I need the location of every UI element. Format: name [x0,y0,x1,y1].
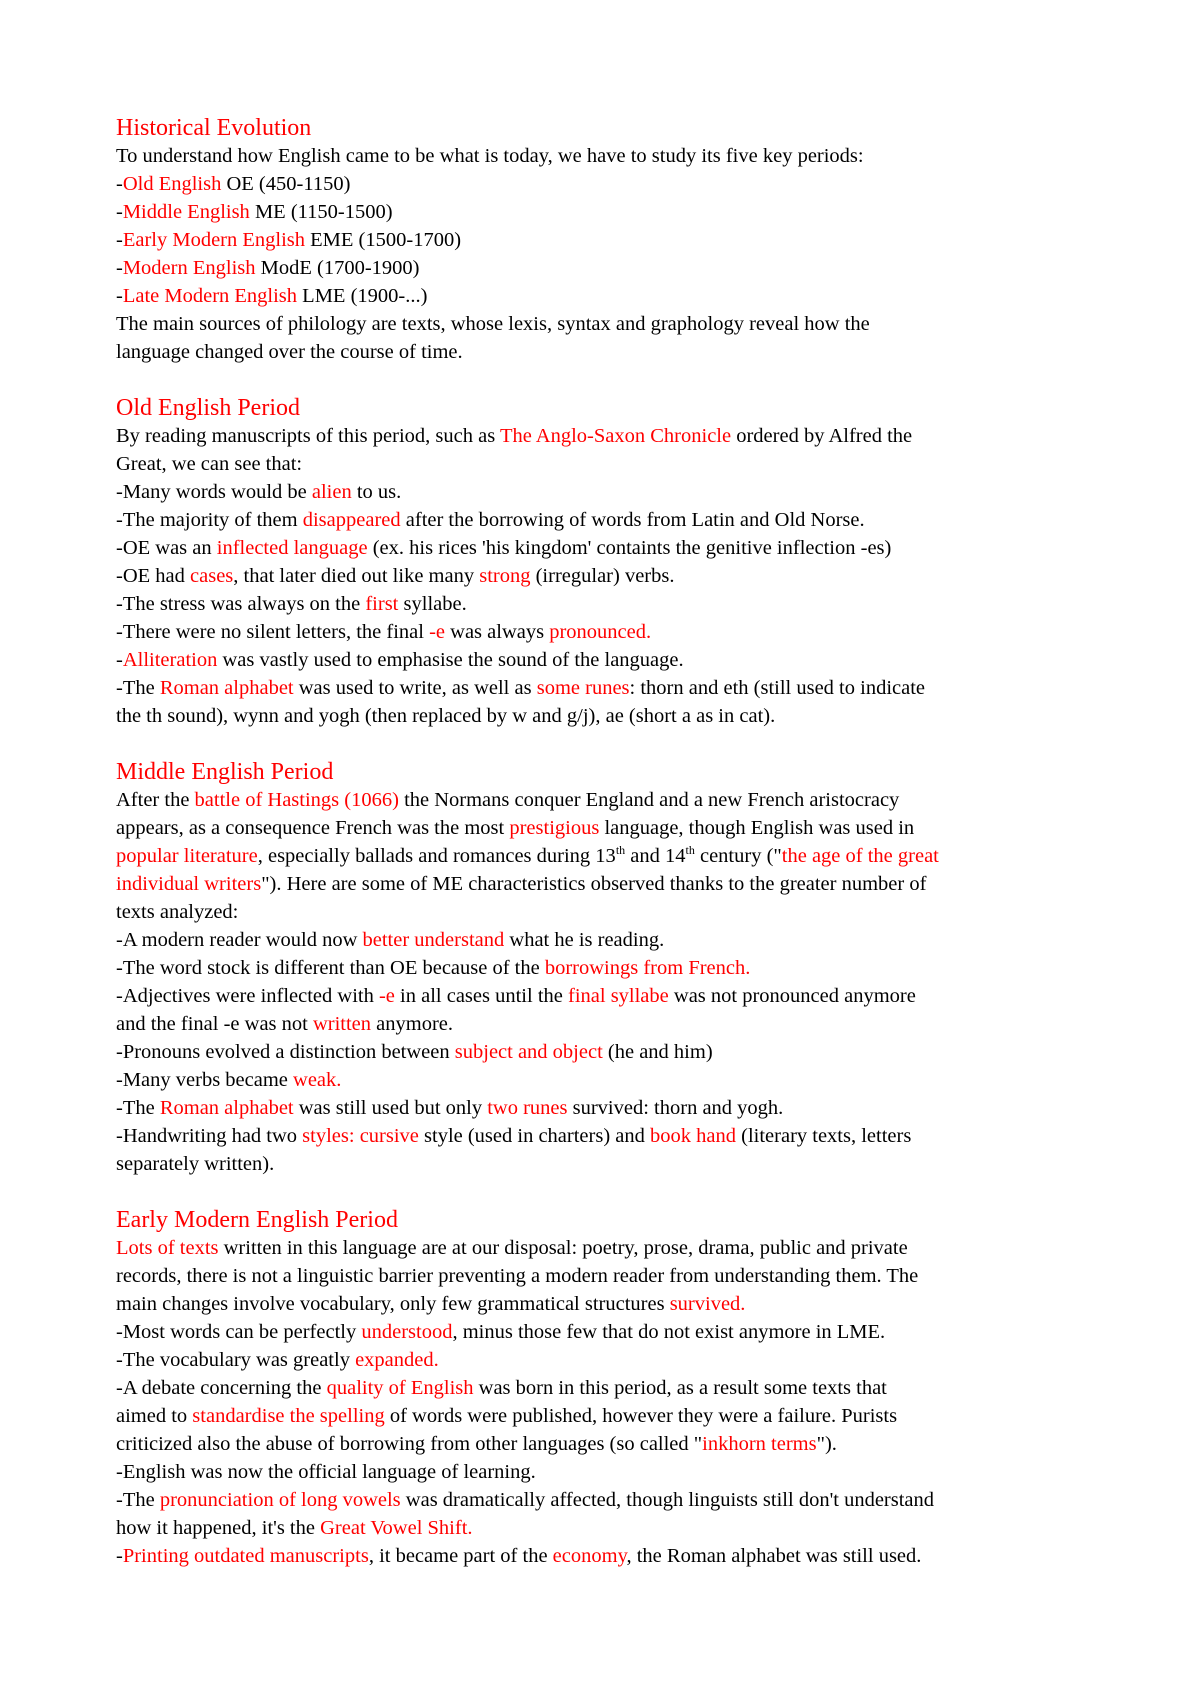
text-line [116,1038,1120,1066]
text-segment: - [116,201,123,223]
text-segment: -The [116,1489,160,1511]
highlighted-term: individual writers [116,873,262,895]
text-segment: : thorn and eth (still used to indicate [629,677,926,699]
highlighted-term: written [312,1013,372,1035]
text-segment: the Normans conquer England and a new French aristocracy [398,789,900,811]
text-segment: -The [116,1097,160,1119]
text-segment: -Adjectives were inflected with [116,985,379,1007]
highlighted-term: subject and object [454,1041,603,1063]
text-segment: , especially ballads and romances during 13 [257,845,616,867]
text-segment: EME (1500-1700) [305,229,462,251]
text-segment: OE (450-1150) [221,173,351,195]
text-segment: , that later died out like many [233,565,480,587]
text-segment: -Many verbs became [116,1069,294,1091]
text-segment: (irregular) verbs. [530,565,675,587]
text-segment: was still used but only [293,1097,488,1119]
text-segment: -Many words would be [116,481,312,503]
text-segment: -Most words can be perfectly [116,1321,362,1343]
text-segment: was not pronounced anymore [668,985,916,1007]
text-line [116,618,1120,646]
text-segment: was born in this period, as a result some texts that [473,1377,887,1399]
section-heading: Early Modern English Period [116,1207,398,1233]
text-line [116,1374,1120,1402]
text-segment: of words were published, however they were a failure. Purists [384,1405,898,1427]
text-line [116,1122,1120,1150]
text-line [116,1458,1120,1486]
highlighted-term: economy [552,1545,627,1567]
text-segment: To understand how English came to be what is today, we have to study its five key periods: [116,145,864,167]
highlighted-term: Early Modern English [122,229,306,251]
text-segment: -A debate concerning the [116,1377,327,1399]
text-segment: the th sound), wynn and yogh (then replaced by w and g/j), ae (short a as in cat). [116,705,776,727]
text-line [116,478,1120,506]
text-line [116,646,1120,674]
text-segment: "). [816,1433,837,1455]
text-line [116,786,1120,814]
text-segment: separately written). [116,1153,275,1175]
text-line [116,674,1120,702]
highlighted-term: pronounced. [549,621,652,643]
text-segment: -Pronouns evolved a distinction between [116,1041,455,1063]
text-line [116,1514,1120,1542]
section-heading: Historical Evolution [116,115,312,141]
highlighted-term: standardise the spelling [192,1405,385,1427]
text-segment: what he is reading. [504,929,665,951]
text-segment: appears, as a consequence French was the most [116,817,510,839]
text-segment: survived: thorn and yogh. [567,1097,784,1119]
text-segment: -A modern reader would now [116,929,363,951]
text-line [116,814,1120,842]
text-line [116,1486,1120,1514]
highlighted-term: styles: cursive [302,1125,419,1147]
text-line [116,926,1120,954]
text-line [116,226,1120,254]
text-segment: was vastly used to emphasise the sound of the language. [217,649,684,671]
highlighted-term: better understand [362,929,505,951]
highlighted-term: popular literature [116,845,258,867]
text-segment: - [116,1545,123,1567]
highlighted-term: strong [479,565,531,587]
text-segment: -OE had [116,565,191,587]
text-segment: criticized also the abuse of borrowing from other languages (so called " [116,1433,703,1455]
text-line [116,338,1120,366]
highlighted-term: borrowings from French. [544,957,751,979]
highlighted-term: Middle English [122,201,250,223]
text-segment: - [116,173,123,195]
highlighted-term: Lots of texts [116,1237,219,1259]
text-segment: after the borrowing of words from Latin and Old Norse. [400,509,865,531]
text-line [116,1262,1120,1290]
text-segment: - [116,649,123,671]
text-segment: , minus those few that do not exist anymore in LME. [452,1321,886,1343]
text-segment: in all cases until the [394,985,568,1007]
text-line [116,198,1120,226]
text-segment: -The word stock is different than OE because of the [116,957,545,979]
highlighted-term: -e [378,985,395,1007]
highlighted-term: Great Vowel Shift. [320,1517,473,1539]
text-segment: how it happened, it's the [116,1517,321,1539]
text-segment: -The vocabulary was greatly [116,1349,356,1371]
text-segment: aimed to [116,1405,193,1427]
text-segment: records, there is not a linguistic barrier preventing a modern reader from understanding them. The [116,1265,919,1287]
text-segment: ordered by Alfred the [731,425,913,447]
text-segment: (he and him) [602,1041,713,1063]
text-line [116,562,1120,590]
text-segment: -The stress was always on the [116,593,366,615]
text-segment: -There were no silent letters, the final [116,621,430,643]
text-line [116,282,1120,310]
text-segment: (ex. his rices 'his kingdom' containts the genitive inflection -es) [367,537,892,559]
text-segment: and the final -e was not [116,1013,313,1035]
superscript: th [615,843,626,858]
text-segment: written in this language are at our disposal: poetry, prose, drama, public and private [218,1237,908,1259]
text-segment: was always [445,621,550,643]
text-line [116,1542,1120,1570]
text-segment: By reading manuscripts of this period, such as [116,425,500,447]
text-segment: "). Here are some of ME characteristics observed thanks to the greater number of [261,873,927,895]
text-line [116,534,1120,562]
text-segment: (literary texts, letters [736,1125,912,1147]
text-line [116,954,1120,982]
text-segment: was used to write, as well as [293,677,537,699]
text-segment: The main sources of philology are texts, whose lexis, syntax and graphology reveal how the [116,313,870,335]
highlighted-term: Late Modern English [122,285,298,307]
highlighted-term: Roman alphabet [159,677,294,699]
text-segment: , the Roman alphabet was still used. [626,1545,922,1567]
highlighted-term: quality of English [326,1377,474,1399]
highlighted-term: battle of Hastings (1066) [194,789,399,811]
text-segment: and 14 [625,845,686,867]
text-line [116,1066,1120,1094]
highlighted-term: Modern English [122,257,256,279]
highlighted-term: inkhorn terms [702,1433,817,1455]
highlighted-term: first [365,593,399,615]
text-segment: was dramatically affected, though linguists still don't understand [400,1489,935,1511]
highlighted-term: Alliteration [122,649,218,671]
text-line [116,254,1120,282]
text-line [116,842,1120,870]
text-segment: language, though English was used in [599,817,915,839]
text-line [116,450,1120,478]
text-segment: - [116,285,123,307]
highlighted-term: understood [361,1321,453,1343]
section [116,114,1120,366]
text-line [116,898,1120,926]
highlighted-term: pronunciation of long vowels [159,1489,401,1511]
text-segment: -OE was an [116,537,217,559]
text-segment: LME (1900-...) [297,285,428,307]
highlighted-term: final syllabe [568,985,669,1007]
section-heading: Middle English Period [116,759,334,785]
highlighted-term: weak. [293,1069,342,1091]
text-segment: language changed over the course of time. [116,341,463,363]
highlighted-term: -e [429,621,446,643]
text-line [116,170,1120,198]
text-segment: , it became part of the [368,1545,553,1567]
section [116,394,1120,730]
highlighted-term: two runes [487,1097,568,1119]
highlighted-term: book hand [650,1125,736,1147]
text-segment: anymore. [371,1013,454,1035]
text-line [116,422,1120,450]
text-line [116,506,1120,534]
highlighted-term: Printing outdated manuscripts [122,1545,369,1567]
text-segment: After the [116,789,195,811]
text-line [116,1150,1120,1178]
highlighted-term: prestigious [509,817,600,839]
section-heading: Old English Period [116,395,300,421]
text-segment: style (used in charters) and [418,1125,651,1147]
text-segment: texts analyzed: [116,901,239,923]
highlighted-term: Old English [122,173,222,195]
highlighted-term: inflected language [216,537,368,559]
text-line [116,310,1120,338]
text-segment: ME (1150-1500) [249,201,393,223]
highlighted-term: Roman alphabet [159,1097,294,1119]
highlighted-term: survived. [669,1293,746,1315]
text-segment: -The [116,677,160,699]
text-segment: -English was now the official language of learning. [116,1461,536,1483]
highlighted-term: alien [311,481,352,503]
text-segment: syllabe. [398,593,467,615]
text-line [116,1234,1120,1262]
highlighted-term: the age of the great [781,845,939,867]
section [116,1206,1120,1570]
text-line [116,1430,1120,1458]
highlighted-term: cases [190,565,234,587]
text-line [116,1290,1120,1318]
highlighted-term: disappeared [302,509,401,531]
text-line [116,1402,1120,1430]
text-line [116,1318,1120,1346]
text-segment: ModE (1700-1900) [255,257,420,279]
text-segment: main changes involve vocabulary, only few grammatical structures [116,1293,670,1315]
text-segment: -Handwriting had two [116,1125,303,1147]
superscript: th [685,843,695,858]
text-line [116,142,1120,170]
highlighted-term: The Anglo-Saxon Chronicle [499,425,732,447]
text-segment: century (" [694,845,782,867]
text-segment: Great, we can see that: [116,453,303,475]
highlighted-term: some runes [536,677,630,699]
text-segment: -The majority of them [116,509,303,531]
text-segment: - [116,257,123,279]
text-segment: - [116,229,123,251]
text-line [116,1010,1120,1038]
section [116,758,1120,1178]
text-line [116,590,1120,618]
text-line [116,1346,1120,1374]
text-line [116,870,1120,898]
highlighted-term: expanded. [355,1349,439,1371]
text-line [116,982,1120,1010]
text-line [116,1094,1120,1122]
text-segment: to us. [351,481,402,503]
text-line [116,702,1120,730]
